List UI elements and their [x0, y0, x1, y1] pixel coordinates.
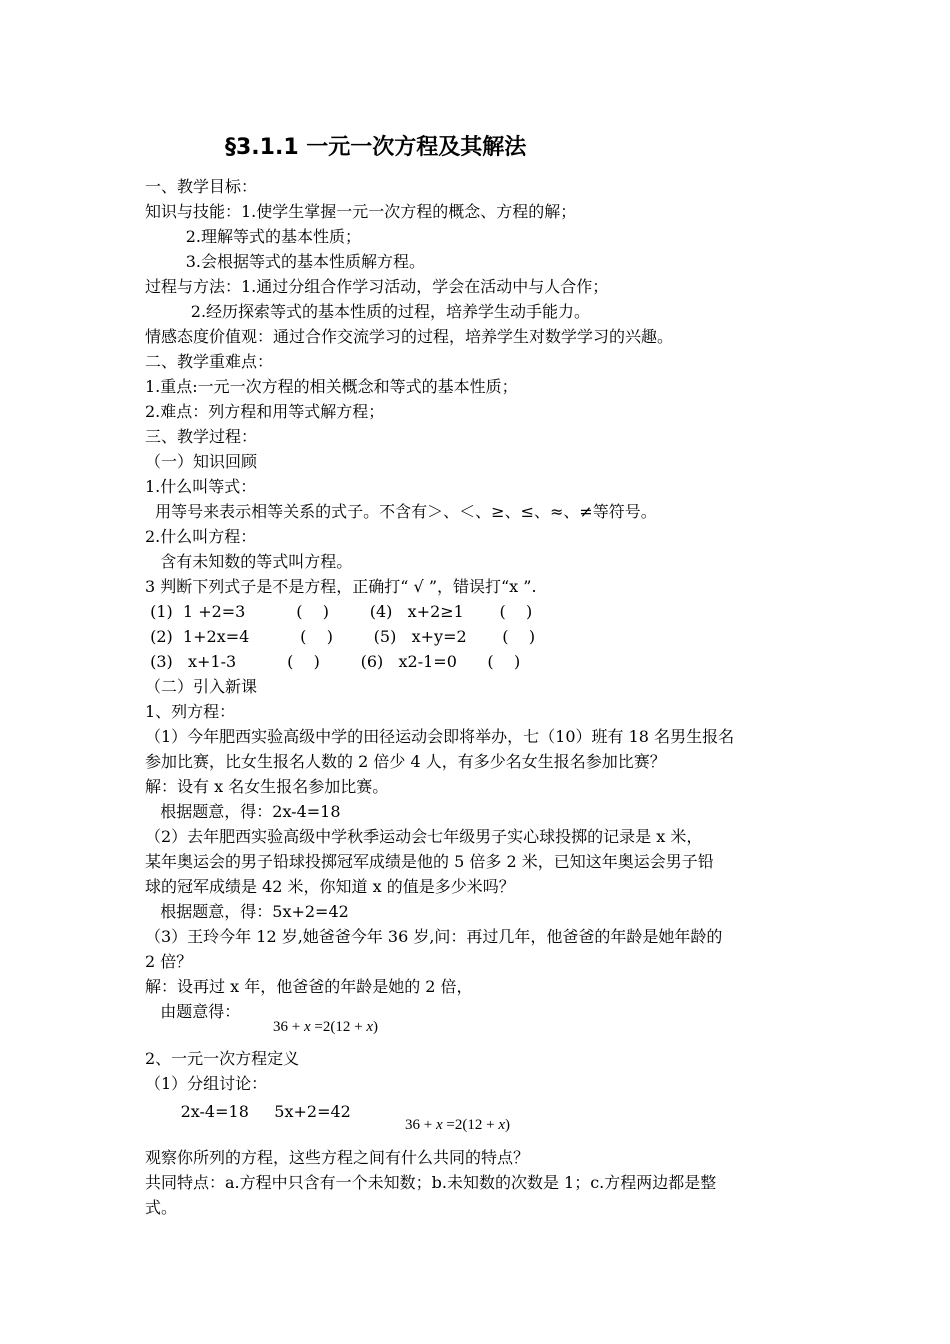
text-line: 用等号来表示相等关系的式子。不含有＞、＜、≥、≤、≈、≠等符号。	[145, 502, 657, 521]
equation-part: )	[505, 1117, 510, 1133]
section-heading: 一、教学目标：	[145, 177, 258, 196]
section-heading: 2、一元一次方程定义	[145, 1049, 300, 1068]
page-title: §3.1.1 一元一次方程及其解法	[225, 135, 527, 160]
text-line: 1.重点:一元一次方程的相关概念和等式的基本性质；	[145, 377, 518, 396]
text-line: 1.什么叫等式：	[145, 477, 257, 496]
exercise-row: (3) x+1-3 ( ) (6) x2-1=0 ( )	[145, 652, 521, 671]
text-line: 2 倍？	[145, 952, 193, 971]
equation-variable: x	[366, 1019, 373, 1035]
equation-row: 2x-4=18 5x+2=42	[145, 1102, 351, 1121]
equation-part: +	[423, 1117, 433, 1133]
text-line: 含有未知数的等式叫方程。	[145, 552, 353, 571]
section-heading: 三、教学过程：	[145, 427, 258, 446]
equation-part: +	[354, 1019, 363, 1035]
equation-part: 36	[273, 1019, 288, 1035]
text-line: 知识与技能：1.使学生掌握一元一次方程的概念、方程的解；	[145, 202, 577, 221]
text-line: （1）分组讨论：	[145, 1074, 268, 1093]
text-line: 1、列方程：	[145, 702, 236, 721]
text-line: 过程与方法：1.通过分组合作学习活动，学会在活动中与人合作；	[145, 277, 609, 296]
text-line: 根据题意，得：2x-4=18	[145, 802, 341, 821]
text-line: 参加比赛，比女生报名人数的 2 倍少 4 人，有多少名女生报名参加比赛？	[145, 752, 666, 771]
equation-variable: x	[303, 1019, 311, 1035]
text-line: 2.经历探索等式的基本性质的过程，培养学生动手能力。	[145, 302, 591, 321]
text-line: 观察你所列的方程，这些方程之间有什么共同的特点？	[145, 1148, 530, 1167]
text-line: 3 判断下列式子是不是方程，正确打“ √ ”，错误打“x ”.	[145, 577, 537, 596]
equation-variable: x	[435, 1117, 443, 1133]
subsection-heading: （一）知识回顾	[145, 452, 258, 471]
equation-part: 36	[405, 1117, 420, 1133]
text-line: 共同特点：a.方程中只含有一个未知数；b.未知数的次数是 1；c.方程两边都是整	[145, 1173, 717, 1192]
text-line: 式。	[145, 1198, 178, 1217]
equation-part: +	[291, 1019, 301, 1035]
text-line: （3）王玲今年 12 岁,她爸爸今年 36 岁,问：再过几年，他爸爸的年龄是她年龄的	[145, 927, 723, 946]
text-line: 2.什么叫方程：	[145, 527, 257, 546]
equation-variable: x	[498, 1117, 505, 1133]
text-line: 球的冠军成绩是 42 米，你知道 x 的值是多少米吗？	[145, 877, 515, 896]
text-line: 3.会根据等式的基本性质解方程。	[145, 252, 425, 271]
equation-part: 2(12	[322, 1019, 351, 1035]
text-line: 2.难点：列方程和用等式解方程；	[145, 402, 385, 421]
text-line: （1）今年肥西实验高级中学的田径运动会即将举办，七（10）班有 18 名男生报名	[145, 727, 735, 746]
equation-part: =	[314, 1019, 323, 1035]
equation-part: )	[373, 1019, 378, 1035]
exercise-row: (1) 1 +2=3 ( ) (4) x+2≥1 ( )	[145, 602, 533, 621]
exercise-row: (2) 1+2x=4 ( ) (5) x+y=2 ( )	[145, 627, 536, 646]
text-line: 由题意得：	[145, 1002, 241, 1021]
equation-part: 2(12	[454, 1117, 483, 1133]
text-line: 根据题意，得：5x+2=42	[145, 902, 349, 921]
text-line: 某年奥运会的男子铅球投掷冠军成绩是他的 5 倍多 2 米，已知这年奥运会男子铅	[145, 852, 714, 871]
subsection-heading: （二）引入新课	[145, 677, 258, 696]
equation-part: +	[486, 1117, 495, 1133]
equation-part: =	[446, 1117, 455, 1133]
text-line: 解：设再过 x 年，他爸爸的年龄是她的 2 倍，	[145, 977, 473, 996]
text-line: 情感态度价值观：通过合作交流学习的过程，培养学生对数学学习的兴趣。	[145, 327, 674, 346]
text-line: 解：设有 x 名女生报名参加比赛。	[145, 777, 389, 796]
text-line: （2）去年肥西实验高级中学秋季运动会七年级男子实心球投掷的记录是 x 米，	[145, 827, 703, 846]
section-heading: 二、教学重难点：	[145, 352, 274, 371]
text-line: 2.理解等式的基本性质；	[145, 227, 361, 246]
